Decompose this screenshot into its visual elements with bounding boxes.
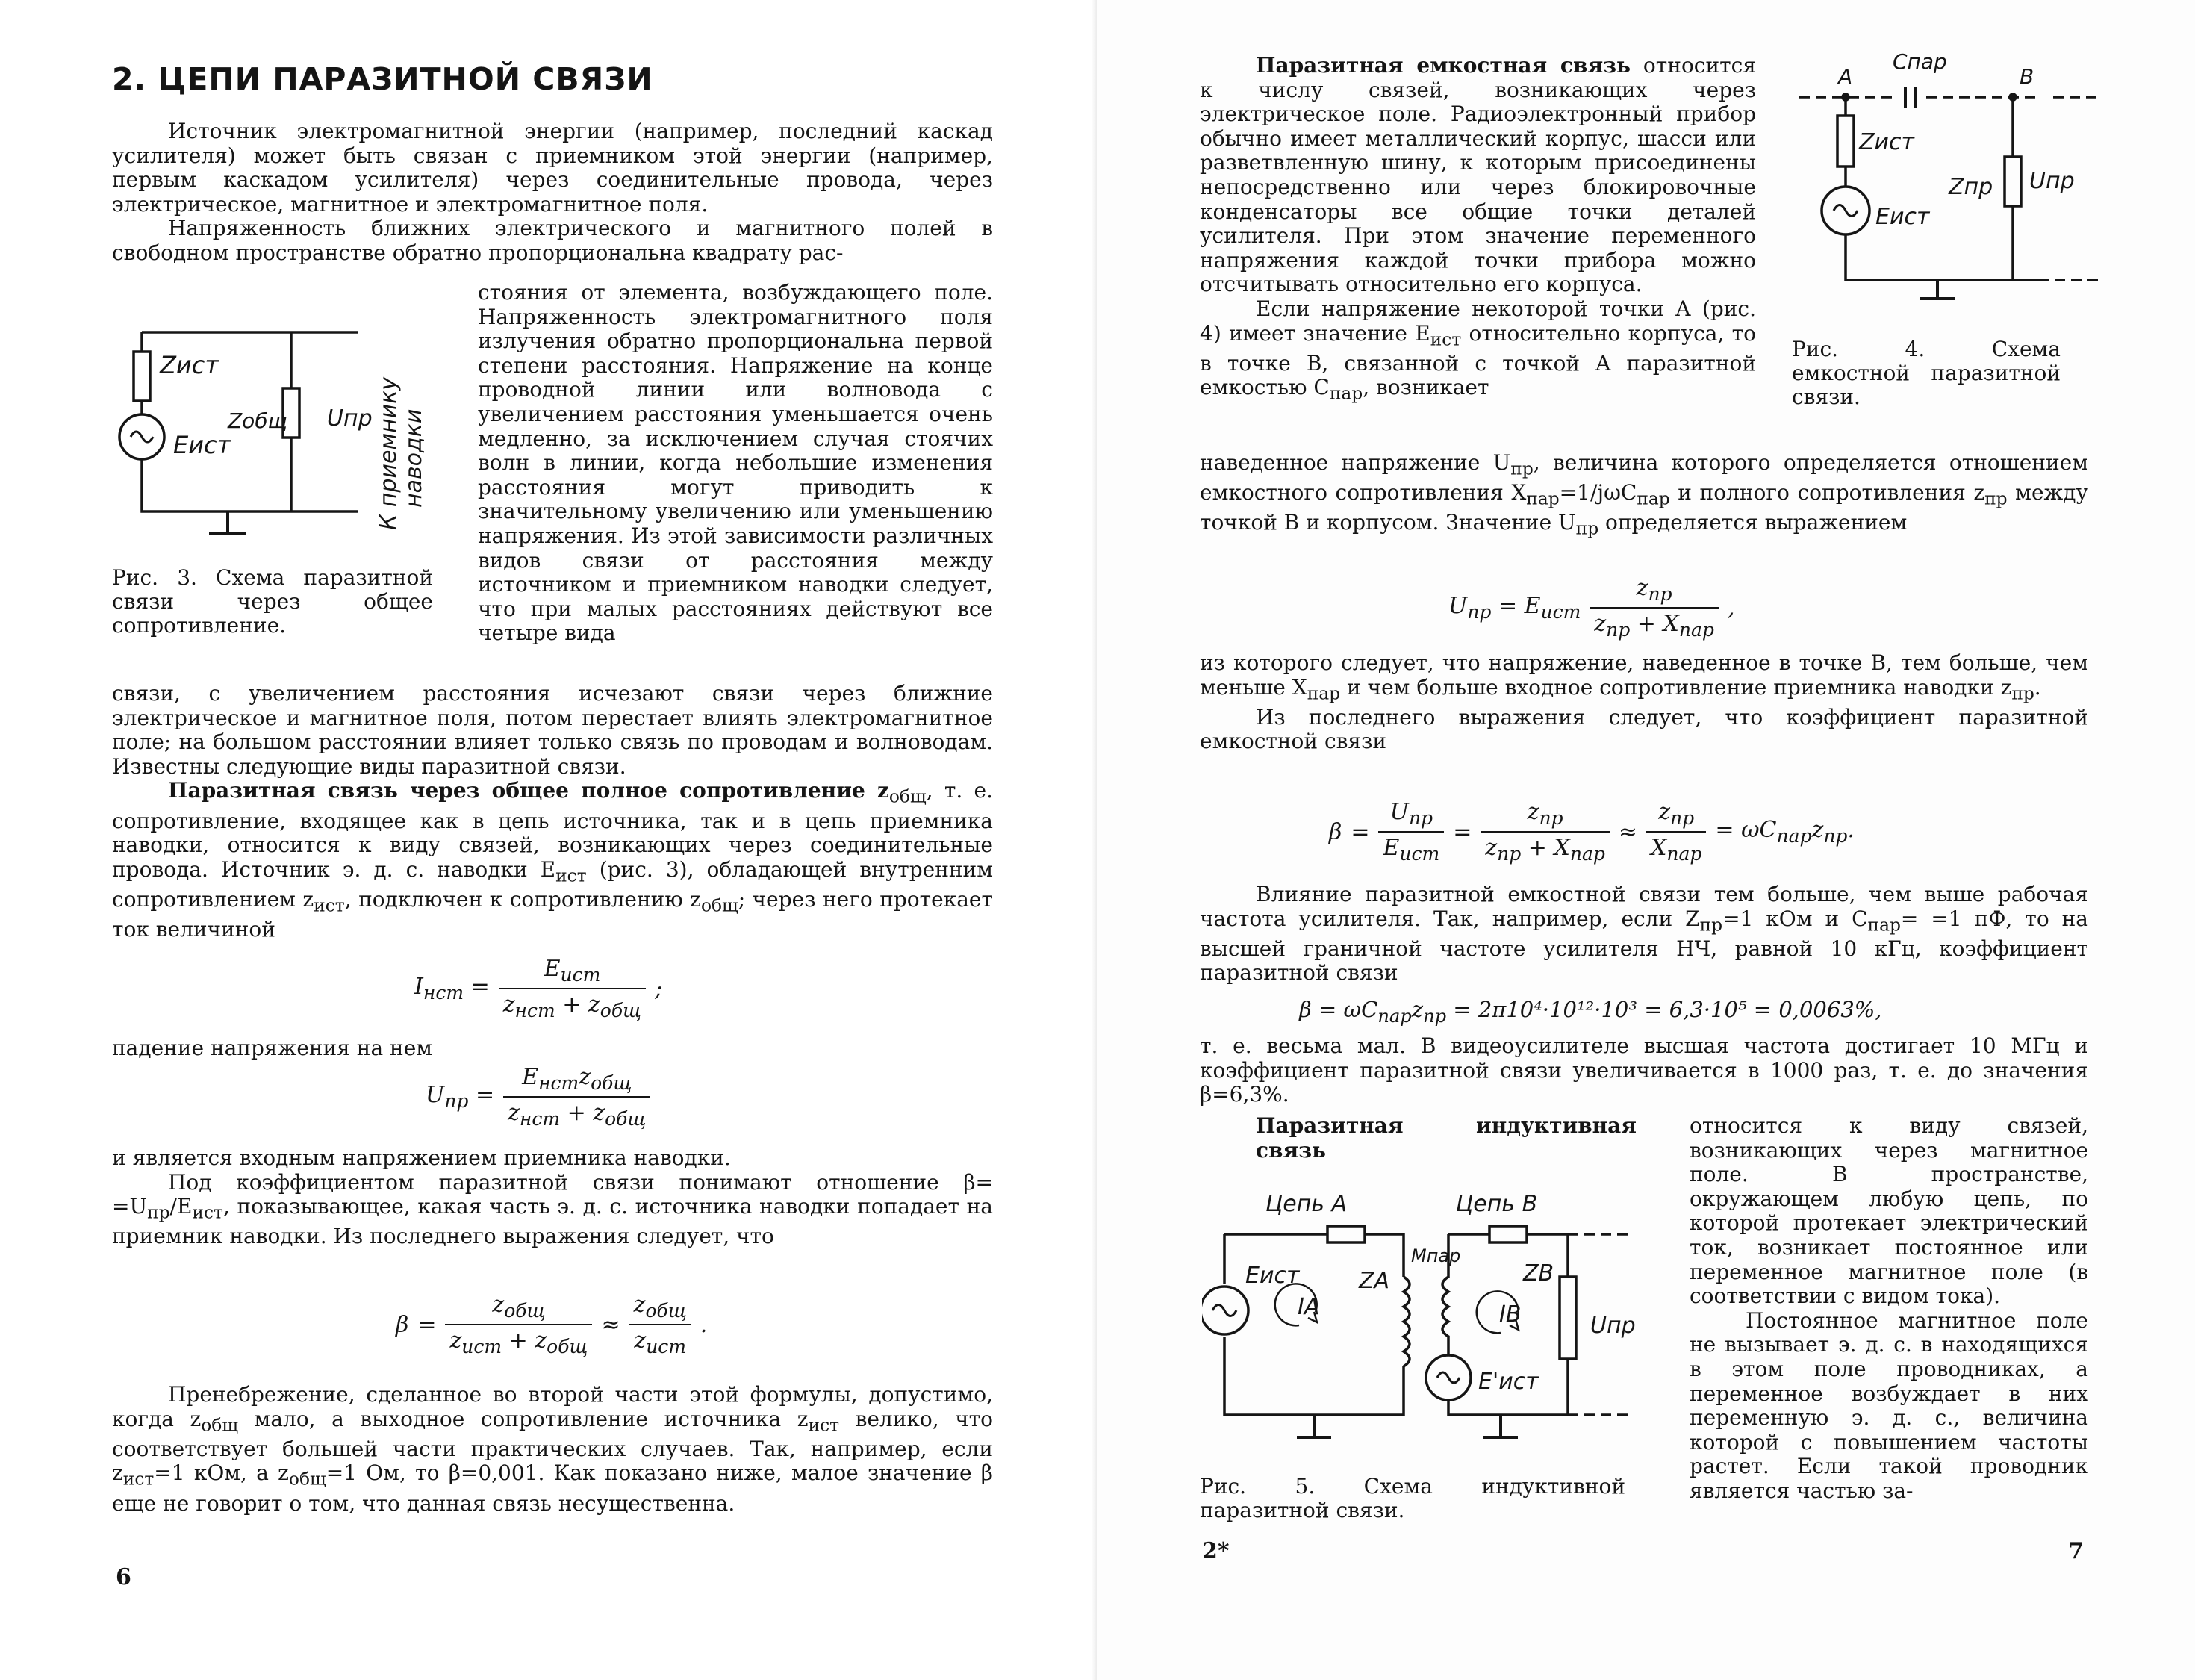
fig3-z-source-resistor — [134, 352, 150, 401]
fig3-label-z-common: Zобщ — [228, 408, 287, 433]
formula-u-receiver: $U_{пр} = E_{ист}$ $\frac{z_{пр}}{z_{пр} + X_{пар}}$ , — [1448, 575, 1735, 641]
fig4-label-z-source: Zист — [1859, 129, 1915, 155]
voltage-drop-label: падение напряжения на нем — [112, 1036, 433, 1060]
static-field-paragraph: Постоянное магнитное поле не вызывает э. д. с. в находящихся в этом поле проводниках, а переменное возбуждает в них переменную э. д. с., величина которой с повышением частоты растет. Если такой проводник является частью за- — [1690, 1307, 2088, 1503]
fig5-label-current-b: IB — [1499, 1301, 1522, 1328]
common-impedance-paragraph: Паразитная связь через общее полное сопротивление $z_{общ}$, т. е. сопротивление, входящее как в цепь источника, так и в цепь приемника наводки, относится к виду связей, возникающих через соединительные провода. Источник э. д. с. наводки $E_{ист}$ (рис. 3), обладающей внутренним сопротивлением $z_{ист}$, подключен к сопротивлению $z_{общ}$; через него протекает ток величиной — [112, 778, 993, 942]
capacitive-term: Паразитная емкостная связь — [1256, 53, 1631, 78]
inductive-term: Паразитная индуктивная связь — [1256, 1113, 1637, 1163]
page-number-right: 7 — [2068, 1538, 2084, 1564]
fig3-label-u-receiver: Uпр — [327, 405, 373, 432]
fig4-label-e-source: Eист — [1875, 204, 1930, 230]
fig3-ground-icon — [209, 511, 246, 534]
induced-paragraph: наведенное напряжение $U_{пр}$, величина которого определяется отношением емкостного сопротивления $X_{пар}=1/j\omega C_{пар}$ и полного сопротивления $z_{пр}$ между точкой B и корпусом. Значение $U_{пр}$ определяется выражением — [1200, 450, 2089, 539]
fig5-label-e-source: Eист — [1245, 1263, 1300, 1289]
fig5-label-u-receiver: Uпр — [1590, 1313, 1636, 1339]
fig4-label-point-b: B — [2020, 64, 2034, 89]
field-paragraph-top: Напряженность ближних электрического и магнитного полей в свободном пространстве обратно пропорциональна квадрату рас- — [112, 216, 993, 265]
fig5-circuit-b-resistor — [1489, 1226, 1527, 1242]
fig4-capacitor-icon — [1905, 87, 1916, 108]
formula-beta: β = $\frac{z_{общ}}{z_{ист} + z_{общ}}$ ≈ $\frac{z_{общ}}{z_{ист}}$ . — [396, 1292, 708, 1357]
intro-paragraph: Источник электромагнитной энергии (например, последний каскад усилителя) может быть связан с приемником этой энергии (например, первым каскадом усилителя) через соединительные провода, через электрическое, магнитное и электромагнитное поля. — [112, 119, 993, 217]
fig5-ground-a-icon — [1297, 1415, 1331, 1437]
formula-current: $I_{нст}$ = $\frac{E_{ист}}{z_{нст} + z_{общ}}$ ; — [414, 956, 663, 1021]
capacitive-paragraph: Паразитная емкостная связь относится к числу связей, возникающих через электрическое поле. Радиоэлектронный прибор обычно имеет металлический корпус, шасси или разветвленную шину, к которым присоединены непосредственно или через блокировочные конденсаторы все общие точки деталей усилителя. При этом значение переменного напряжения каждой точки прибора можно отсчитывать относительно его корпуса. — [1200, 53, 1756, 297]
figure-4-diagram — [1792, 45, 2113, 321]
formula-beta-capacitive: β = $\frac{U_{пр}}{E_{ист}}$ = $\frac{z_{пр}}{z_{пр} + X_{пар}}$ ≈ $\frac{z_{пр}}{X_{пар}}$ = $\omega C_{пар}z_{пр}$. — [1329, 799, 1855, 865]
influence-block — [1200, 883, 2088, 986]
intro-block — [112, 119, 993, 266]
neglect-paragraph: Пренебрежение, сделанное во второй части этой формулы, допустимо, когда $z_{общ}$ мало, а выходное сопротивление источника $z_{ист}$ велико, что соответствует большей части практических случаев. Так, например, если $z_{ист}=1$ кОм, а $z_{общ}=1$ Ом, то β=0,001. Как показано ниже, малое значение β еще не говорит о том, что данная связь несущественна. — [112, 1382, 994, 1516]
field-paragraph-bottom: связи, с увеличением расстояния исчезают связи через ближние электрическое и магнитное поля, потом перестает влиять электромагнитное поле; на большом расстоянии влияет только связь по проводам и волноводам. Известны следующие виды паразитной связи. — [112, 681, 993, 779]
induced-block — [1200, 451, 2088, 541]
page-number-left: 6 — [116, 1564, 131, 1590]
input-voltage-text: и является входным напряжением приемника наводки. — [112, 1145, 731, 1170]
fig3-label-z-source: Zист — [160, 351, 219, 379]
section-heading: 2. ЦЕПИ ПАРАЗИТНОЙ СВЯЗИ — [112, 61, 653, 97]
fig3-label-receiver-1: К приемнику — [376, 376, 402, 530]
coef-capacitive-paragraph: Из последнего выражения следует, что коэффициент паразитной емкостной связи — [1200, 704, 2088, 754]
fig3-label-receiver-2: наводки — [401, 408, 427, 508]
formula-voltage: $U_{пр}$ = $\frac{E_{нст}z_{общ}}{z_{нст} + z_{общ}}$ — [426, 1064, 650, 1130]
fig3-sine-icon — [131, 432, 153, 442]
video-block — [1200, 1034, 2088, 1107]
fig4-label-u-receiver: Uпр — [2029, 168, 2075, 194]
fig5-label-z-a: ZA — [1359, 1268, 1390, 1294]
figure-5-caption: Рис. 5. Схема индуктивной паразитной связи. — [1200, 1474, 1625, 1522]
right-page — [1098, 0, 2195, 1680]
coefficient-paragraph: Под коэффициентом паразитной связи понимают отношение $\beta= =U_{пр}/E_{ист}$, показывающее, какая часть э. д. с. источника наводки попадает на приемник наводки. Из последнего выражения следует, что — [112, 1169, 993, 1249]
fig3-bottom-wire — [142, 459, 358, 511]
follows-block — [1200, 651, 2088, 754]
fig4-ground-icon — [1920, 280, 1955, 299]
neglect-block — [112, 1383, 993, 1516]
main-text-block — [112, 682, 993, 942]
fig4-z-receiver-resistor — [2005, 157, 2021, 206]
fig4-sine-icon — [1834, 205, 1858, 217]
fig5-label-z-b: ZB — [1523, 1260, 1554, 1287]
fig5-label-circuit-a: Цепь A — [1265, 1191, 1348, 1217]
fig4-label-point-a: A — [1838, 64, 1853, 89]
figure-4-caption: Рис. 4. Схема емкостной паразитной связи. — [1792, 337, 2061, 409]
fig4-label-c-par: Cпар — [1893, 49, 1947, 74]
follows-paragraph: из которого следует, что напряжение, наведенное в точке B, тем больше, чем меньше $X_{пар}$ и чем больше входное сопротивление приемника наводки $z_{пр}$. — [1200, 650, 2088, 704]
inductive-column — [1690, 1114, 2088, 1504]
point-paragraph: Если напряжение некоторой точки A (рис. 4) имеет значение $E_{ист}$ относительно корпуса, то в точке B, связанной с точкой A паразитной емкостью $C_{пар}$, возникает — [1200, 296, 1756, 404]
inductive-term-line — [1200, 1114, 1637, 1163]
inductive-paragraph: относится к виду связей, возникающих через магнитное поле. В пространстве, окружающем любую цепь, по которой протекает электрический ток, возникает постоянное или переменное магнитное поле (в соответствии с видом тока). — [1690, 1113, 2088, 1309]
video-paragraph: т. е. весьма мал. В видеоусилителе высшая частота достигает 10 МГц и коэффициент паразитной связи увеличивается в 1000 раз, т. е. до значения β=6,3%. — [1200, 1033, 2088, 1107]
signature-mark: 2* — [1202, 1538, 1230, 1564]
fig5-label-circuit-b: Цепь B — [1456, 1191, 1538, 1217]
capacitive-block — [1200, 54, 1756, 406]
field-column-block — [478, 281, 993, 646]
fig5-z-b-resistor — [1560, 1277, 1576, 1359]
fig5-label-e-prime: E'ист — [1478, 1369, 1539, 1395]
fig3-label-e-source: Eист — [173, 431, 231, 459]
fig5-coil-a-icon — [1404, 1277, 1410, 1366]
fig4-z-source-resistor — [1837, 116, 1854, 167]
figure-3-diagram — [112, 317, 455, 541]
fig5-label-m-par: Mпар — [1411, 1245, 1461, 1266]
coefficient-block — [112, 1146, 993, 1249]
formula-beta-numeric: $\beta = \omega C_{пар}z_{пр} = 2\pi 10^4\cdot 10^{12}\cdot 10^3 = 6,3\cdot 10^5 = 0,0063\%$, — [1299, 997, 1882, 1027]
common-impedance-term: Паразитная связь через общее полное сопротивление z — [168, 778, 889, 803]
fig5-label-current-a: IA — [1298, 1294, 1320, 1320]
figure-5-diagram — [1202, 1187, 1657, 1456]
fig4-label-z-receiver: Zпр — [1949, 174, 1993, 200]
fig5-circuit-a-resistor — [1327, 1226, 1365, 1242]
fig5-ground-b-icon — [1483, 1415, 1518, 1437]
influence-paragraph: Влияние паразитной емкостной связи тем больше, чем выше рабочая частота усилителя. Так, например, если $Z_{пр}=1$ кОм и $C_{пар}= =1$ пФ, то на высшей граничной частоте усилителя НЧ, равной 10 кГц, коэффициент паразитной связи — [1200, 882, 2088, 986]
field-paragraph-column: стояния от элемента, возбуждающего поле. Напряженность электромагнитного поля излучения обратно пропорциональна первой степени расстояния. Напряжение на конце проводной линии или волновода с увеличением расстояния уменьшается очень медленно, за исключением случая стоячих волн в линии, когда небольшие изменения расстояния могут приводить к значительному увеличению или уменьшению напряжения. Из этой зависимости различных видов связи от расстояния между источником и приемником наводки следует, что при малых расстояниях действуют все четыре вида — [478, 280, 993, 646]
figure-3-caption: Рис. 3. Схема паразитной связи через общее сопротивление. — [112, 565, 433, 638]
